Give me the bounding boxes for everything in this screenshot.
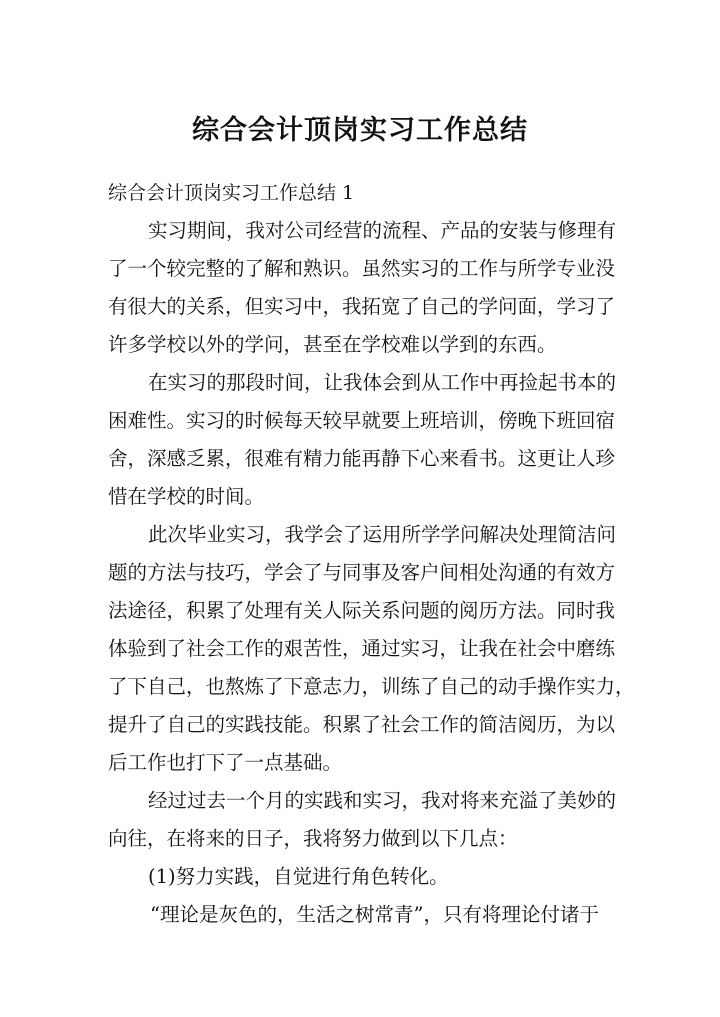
paragraph-line: 提升了自己的实践技能。积累了社会工作的简洁阅历，为以 xyxy=(108,713,616,736)
paragraph-line: 经过过去一个月的实践和实习，我对将来充溢了美妙的 xyxy=(148,789,617,812)
section-heading: 综合会计顶岗实习工作总结 1 xyxy=(108,182,355,204)
paragraph-line: 实习期间，我对公司经营的流程、产品的安装与修理有 xyxy=(148,219,617,242)
paragraph-line: “理论是灰色的，生活之树常青”，只有将理论付诸于 xyxy=(150,903,599,926)
paragraph-line: 了下自己，也熬炼了下意志力，训练了自己的动手操作实力， xyxy=(108,675,635,698)
paragraph-line: 向往，在将来的日子，我将努力做到以下几点： xyxy=(108,827,518,850)
list-item-line: (1)努力实践，自觉进行角色转化。 xyxy=(148,865,449,888)
paragraph-line: 题的方法与技巧，学会了与同事及客户间相处沟通的有效方 xyxy=(108,561,616,584)
paragraph-line: 此次毕业实习，我学会了运用所学学问解决处理简洁问 xyxy=(148,523,617,546)
paragraph-line: 许多学校以外的学问，甚至在学校难以学到的东西。 xyxy=(108,333,557,356)
paragraph-line: 了一个较完整的了解和熟识。虽然实习的工作与所学专业没 xyxy=(108,257,616,280)
paragraph-line: 法途径，积累了处理有关人际关系问题的阅历方法。同时我 xyxy=(108,599,616,622)
paragraph-line: 有很大的关系，但实习中，我拓宽了自己的学问面，学习了 xyxy=(108,295,616,318)
document-title: 综合会计顶岗实习工作总结 xyxy=(192,115,528,146)
paragraph-line: 舍，深感乏累，很难有精力能再静下心来看书。这更让人珍 xyxy=(108,447,616,470)
paragraph-line: 后工作也打下了一点基础。 xyxy=(108,751,343,774)
paragraph-line: 惜在学校的时间。 xyxy=(108,485,265,508)
paragraph-line: 体验到了社会工作的艰苦性，通过实习，让我在社会中磨练 xyxy=(108,637,616,660)
paragraph-line: 困难性。实习的时候每天较早就要上班培训，傍晚下班回宿 xyxy=(108,409,616,432)
paragraph-line: 在实习的那段时间，让我体会到从工作中再捡起书本的 xyxy=(148,371,617,394)
